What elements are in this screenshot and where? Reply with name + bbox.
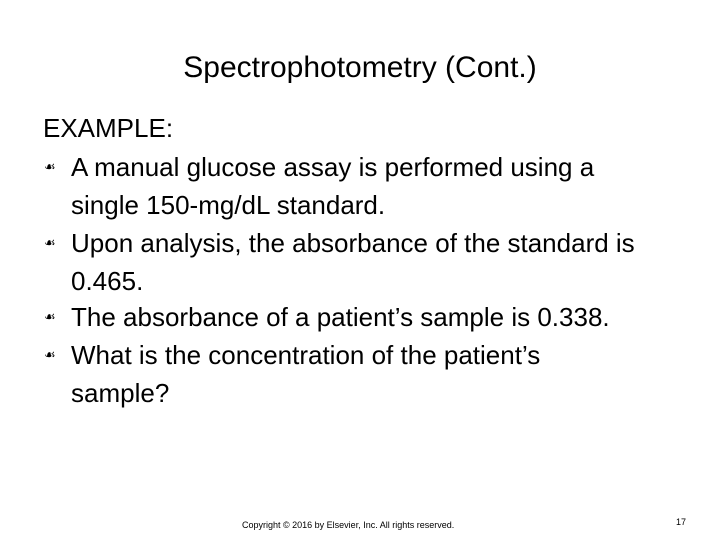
slide-title: Spectrophotometry (Cont.) [183,51,537,84]
copyright-notice: Copyright © 2016 by Elsevier, Inc. All rights reserved. [242,520,455,530]
bullet-icon: ☙ [44,347,56,362]
bullet-item-4-line-1: What is the concentration of the patient’s [71,340,541,370]
bullet-icon: ☙ [44,235,56,250]
bullet-item-1-line-1: A manual glucose assay is performed using a [71,152,595,182]
bullet-item-3-line-1: The absorbance of a patient’s sample is 0.338. [71,302,610,332]
bullet-item-2 [71,224,711,300]
bullet-icon: ☙ [44,309,56,324]
bullet-item-4 [71,336,711,412]
bullet-item-4-line-2: sample? [71,378,170,408]
bullet-item-1 [71,148,711,224]
bullet-item-2-line-1: Upon analysis, the absorbance of the standard is [71,228,635,258]
bullet-icon: ☙ [44,159,56,174]
slide-footer [0,518,720,534]
bullet-item-2-line-2: 0.465. [71,266,144,296]
example-heading: EXAMPLE: [43,113,174,143]
bullet-item-3 [71,298,711,336]
page-number: 17 [676,517,687,527]
bullet-item-1-line-2: single 150-mg/dL standard. [71,190,386,220]
